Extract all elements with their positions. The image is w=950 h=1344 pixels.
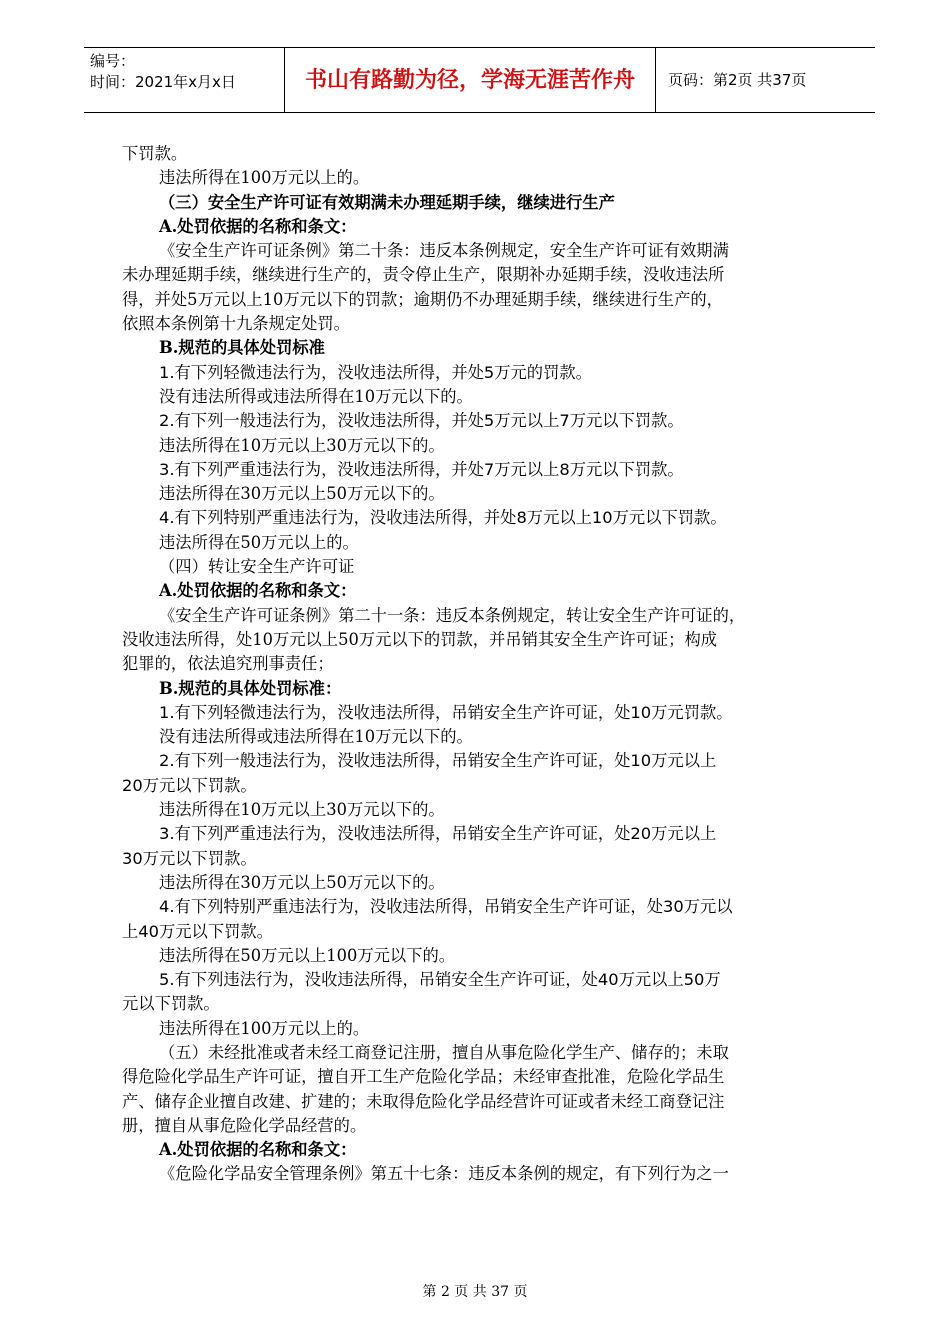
subsection-heading: A.处罚依据的名称和条文： [159,216,357,236]
header-page-info: 页码：第2页 共37页 [668,71,807,89]
body-line: 违法所得在50万元以上100万元以下的。 [159,945,456,965]
body-line: 3.有下列严重违法行为，没收违法所得，并处7万元以上8万元以下罚款。 [159,459,684,479]
body-line: 违法所得在100万元以上的。 [159,1018,370,1038]
body-line: 20万元以下罚款。 [122,775,257,795]
body-line: 得危险化学品生产许可证，擅自开工生产危险化学品；未经审查批准，危险化学品生 [122,1067,725,1087]
body-line: 上40万元以下罚款。 [122,921,273,941]
body-line: 没有违法所得或违法所得在10万元以下的。 [159,727,473,747]
body-line: 违法所得在50万元以上的。 [159,532,359,552]
subsection-heading: B.规范的具体处罚标准 [159,338,325,358]
section-heading: （三）安全生产许可证有效期满未办理延期手续，继续进行生产 [159,192,615,212]
subsection-heading: A.处罚依据的名称和条文： [159,581,357,601]
section-heading: （四）转让安全生产许可证 [159,557,355,577]
header-meta [90,51,236,93]
header-top-rule [84,47,875,48]
document-body [122,142,834,1187]
time-label: 时间：2021年x月x日 [90,73,236,91]
body-line: 未办理延期手续，继续进行生产的，责令停止生产，限期补办延期手续，没收违法所 [122,265,725,285]
body-line: 册，擅自从事危险化学品经营的。 [122,1115,367,1135]
subsection-heading: B.规范的具体处罚标准： [159,678,342,698]
body-line: 4.有下列特别严重违法行为，没收违法所得，吊销安全生产许可证，处30万元以 [159,897,733,917]
body-line: 违法所得在10万元以上30万元以下的。 [159,435,445,455]
body-line: 元以下罚款。 [122,994,220,1014]
body-line: 违法所得在30万元以上50万元以下的。 [159,872,445,892]
header-divider-right [655,47,656,113]
body-line: 得，并处5万元以上10万元以下的罚款；逾期仍不办理延期手续，继续进行生产的， [122,289,723,309]
subsection-heading: A.处罚依据的名称和条文： [159,1140,357,1160]
body-line: 2.有下列一般违法行为，没收违法所得，吊销安全生产许可证，处10万元以上 [159,751,717,771]
body-line: 5.有下列违法行为，没收违法所得，吊销安全生产许可证，处40万元以上50万 [159,970,721,990]
body-line: 犯罪的，依法追究刑事责任； [122,654,334,674]
body-line: 4.有下列特别严重违法行为，没收违法所得，并处8万元以上10万元以下罚款。 [159,508,727,528]
header-motto: 书山有路勤为径，学海无涯苦作舟 [304,68,635,93]
body-line: 《安全生产许可证条例》第二十条：违反本条例规定，安全生产许可证有效期满 [159,241,729,261]
body-line: 违法所得在30万元以上50万元以下的。 [159,484,445,504]
body-line: 3.有下列严重违法行为，没收违法所得，吊销安全生产许可证，处20万元以上 [159,824,717,844]
header-bottom-rule [84,112,875,113]
body-line: 《危险化学品安全管理条例》第五十七条：违反本条例的规定，有下列行为之一 [159,1164,729,1184]
page-footer: 第 2 页 共 37 页 [422,1284,528,1300]
body-line: 下罚款。 [122,144,188,163]
body-line: 依照本条例第十九条规定处罚。 [122,314,350,334]
body-line: 1.有下列轻微违法行为，没收违法所得，并处5万元的罚款。 [159,362,592,382]
body-line: 产、储存企业擅自改建、扩建的；未取得危险化学品经营许可证或者未经工商登记注 [122,1091,725,1111]
section-heading: （五）未经批准或者未经工商登记注册，擅自从事危险化学生产、储存的；未取 [159,1042,729,1062]
body-line: 30万元以下罚款。 [122,848,257,868]
code-label: 编号： [90,52,136,70]
body-line: 违法所得在100万元以上的。 [159,168,370,188]
body-line: 1.有下列轻微违法行为，没收违法所得，吊销安全生产许可证，处10万元罚款。 [159,702,733,722]
body-line: 2.有下列一般违法行为，没收违法所得，并处5万元以上7万元以下罚款。 [159,411,684,431]
page-header [84,47,875,113]
body-line: 违法所得在10万元以上30万元以下的。 [159,800,445,820]
body-line: 没有违法所得或违法所得在10万元以下的。 [159,386,473,406]
body-line: 没收违法所得，处10万元以上50万元以下的罚款，并吊销其安全生产许可证；构成 [122,629,718,649]
body-line: 《安全生产许可证条例》第二十一条：违反本条例规定，转让安全生产许可证的， [159,605,746,625]
